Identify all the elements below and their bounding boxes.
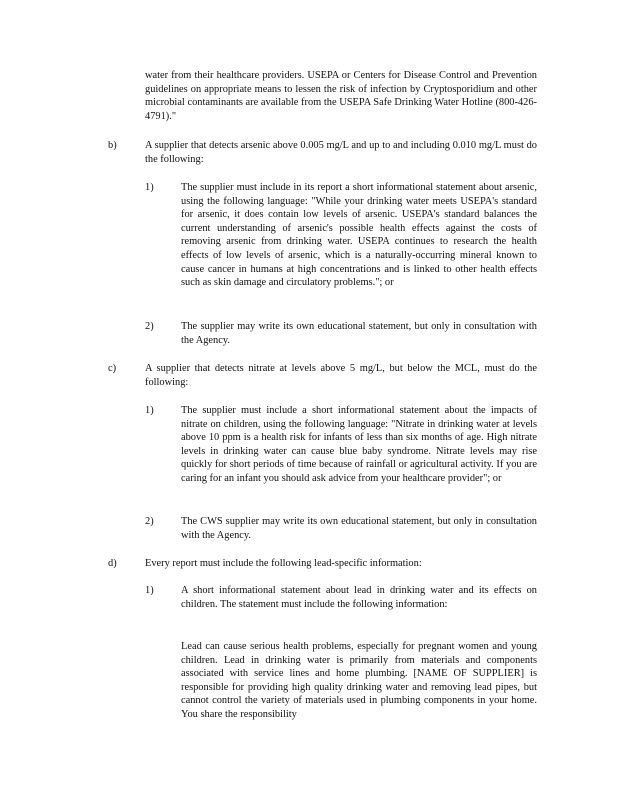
section-d-label: d)	[108, 558, 117, 569]
section-b-label: b)	[108, 140, 117, 151]
section-c-item-1-text: The supplier must include a short informational statement about the impacts of nitrate on children, using the following language: "Nitrate in drinking water at levels above 10 ppm is a health risk for infants of less than six months of age. High nitrate levels in drinking water can cause blue baby syndrome. Nitrate levels may rise quickly for short periods of time because of rainfall or agricultural activity. If you are caring for an infant you should ask advice from your healthcare provider"; or	[181, 405, 537, 484]
section-b-text: A supplier that detects arsenic above 0.005 mg/L and up to and including 0.010 mg/L must do the following:	[145, 140, 537, 165]
section-c-item-2-label: 2)	[145, 516, 154, 527]
intro-paragraph: water from their healthcare providers. USEPA or Centers for Disease Control and Prevention guidelines on appropriate means to lessen the risk of infection by Cryptosporidium and other microbial contaminants are available from the USEPA Safe Drinking Water Hotline (800-426-4791)."	[145, 70, 537, 122]
section-c-label: c)	[108, 363, 117, 374]
section-c-item-2-text: The CWS supplier may write its own educational statement, but only in consultation with the Agency.	[181, 516, 537, 541]
section-b-item-1-label: 1)	[145, 182, 154, 193]
section-b-item-1-text: The supplier must include in its report a short informational statement about arsenic, using the following language: "While your drinking water meets USEPA's standard for arsenic, it does contain low levels of arsenic. USEPA's standard balances the current understanding of arsenic's possible health effects against the costs of removing arsenic from drinking water. USEPA continues to research the health effects of low levels of arsenic, which is a naturally-occurring mineral known to cause cancer in humans at high concentrations and is linked to other health effects such as skin damage and circulatory problems."; or	[181, 182, 537, 289]
section-d-item-1-label: 1)	[145, 585, 154, 596]
section-d-item-1-text: A short informational statement about lead in drinking water and its effects on children. The statement must include the following information:	[181, 585, 537, 610]
section-c-text: A supplier that detects nitrate at levels above 5 mg/L, but below the MCL, must do the following:	[145, 363, 537, 388]
section-b-item-2-label: 2)	[145, 321, 154, 332]
section-d-text: Every report must include the following lead-specific information:	[145, 558, 422, 569]
lead-statement: Lead can cause serious health problems, especially for pregnant women and young children. Lead in drinking water is primarily from materials and components associated with service lines and home plumbing. [NAME OF SUPPLIER] is responsible for providing high quality drinking water and removing lead pipes, but cannot control the variety of materials used in plumbing components in your home. You share the responsibility	[181, 641, 537, 720]
section-c-item-1-label: 1)	[145, 405, 154, 416]
section-b-item-2-text: The supplier may write its own educational statement, but only in consultation with the Agency.	[181, 321, 537, 346]
